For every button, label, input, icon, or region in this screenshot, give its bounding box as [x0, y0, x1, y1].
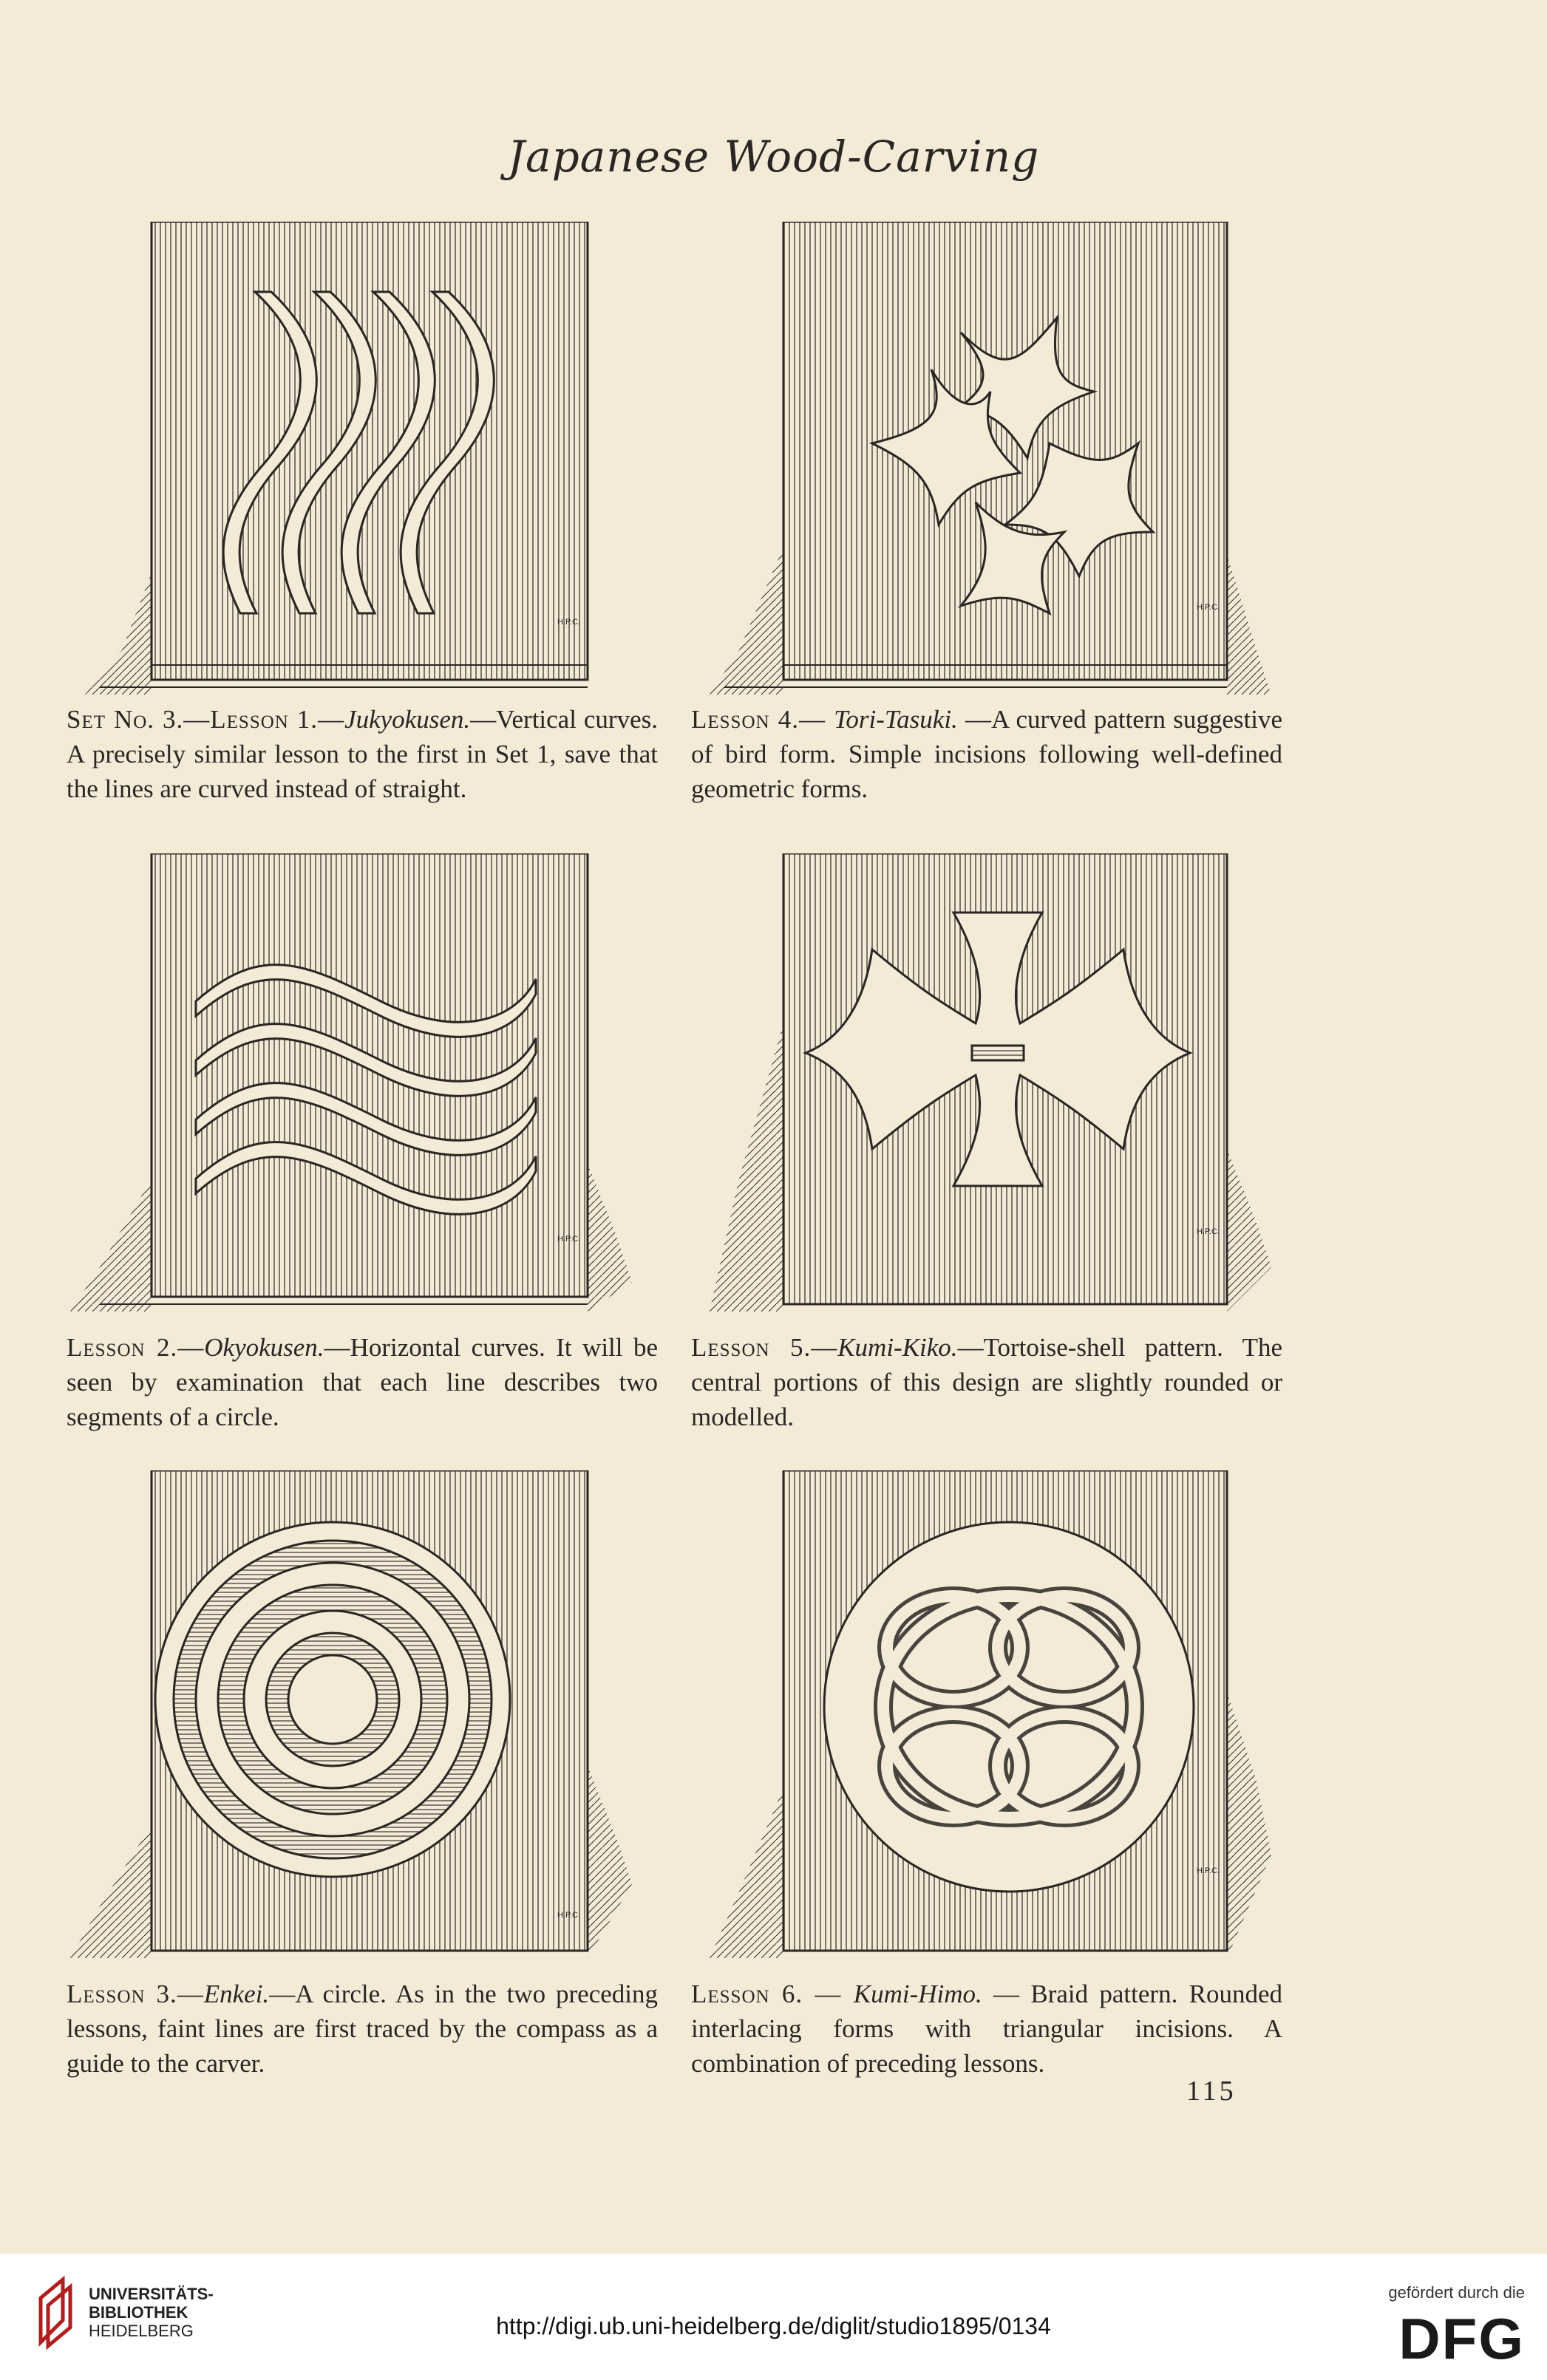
caption-text: —Horizontal curves. It will be seen by examination that each line describes two segments of a circle.	[67, 1333, 658, 1431]
artist-mark: H.P.C.	[1197, 1866, 1220, 1875]
caption-lead: Set No. 3.—Lesson 1.—	[67, 705, 345, 734]
caption-title: Enkei.	[203, 1980, 270, 2008]
caption-text: —A circle. As in the two preceding lessons, faint lines are first traced by the compass as a guide to the carver.	[67, 1980, 658, 2078]
caption-text: —Vertical curves. A precisely similar lesson to the first in Set 1, save that the lines are curved instead of straight.	[67, 705, 658, 803]
library-name: UNIVERSITÄTS- BIBLIOTHEK HEIDELBERG	[89, 2285, 214, 2340]
plate-vertical-curves	[70, 222, 602, 695]
source-url-link[interactable]: http://digi.ub.uni-heidelberg.de/diglit/studio1895/0134	[496, 2313, 1051, 2339]
dfg-logo: DFG	[1398, 2306, 1525, 2371]
caption-lesson-4	[691, 702, 1282, 806]
caption-lead: Lesson 2.—	[67, 1333, 205, 1362]
caption-lesson-6	[691, 1977, 1282, 2081]
caption-text: —Tortoise-shell pattern. The central portions of this design are slightly rounded or modelled.	[691, 1333, 1282, 1431]
caption-lead: Lesson 5.—	[691, 1333, 838, 1362]
plate-bird-form	[710, 222, 1271, 695]
plate-braid	[710, 1470, 1271, 1958]
running-title: Japanese Wood-Carving	[507, 132, 1040, 182]
funder-note: gefördert durch die	[1388, 2283, 1525, 2302]
caption-lesson-3	[67, 1977, 658, 2081]
caption-title: Jukyokusen.	[344, 705, 471, 734]
artist-mark: H.P.C.	[557, 618, 580, 627]
caption-title: Kumi-Kiko.	[837, 1333, 958, 1362]
caption-title: Kumi-Himo.	[853, 1980, 982, 2008]
caption-lesson-1	[67, 702, 658, 806]
caption-lesson-5	[691, 1330, 1282, 1434]
caption-lesson-2	[67, 1330, 658, 1434]
artist-mark: H.P.C.	[557, 1235, 580, 1244]
plate-circle	[70, 1470, 632, 1958]
digitization-footer	[0, 2254, 1547, 2380]
plate-horizontal-curves	[70, 853, 632, 1312]
caption-text: — Braid pattern. Rounded interlacing forms with triangular incisions. A combination of preceding lessons.	[691, 1980, 1282, 2078]
artist-mark: H.P.C.	[1197, 1227, 1220, 1236]
artist-mark: H.P.C.	[1197, 603, 1220, 612]
caption-title: Okyokusen.	[204, 1333, 324, 1362]
plate-tortoise-shell	[710, 853, 1271, 1312]
caption-lead: Lesson 3.—	[67, 1980, 204, 2008]
caption-lead: Lesson 4.—	[691, 705, 834, 734]
caption-text: —A curved pattern suggestive of bird form. Simple incisions following well-defined geometric forms.	[691, 705, 1282, 803]
caption-lead: Lesson 6. —	[691, 1980, 854, 2008]
artist-mark: H.P.C.	[557, 1911, 580, 1920]
caption-title: Tori-Tasuki.	[834, 705, 958, 734]
page-number: 115	[1186, 2076, 1237, 2107]
